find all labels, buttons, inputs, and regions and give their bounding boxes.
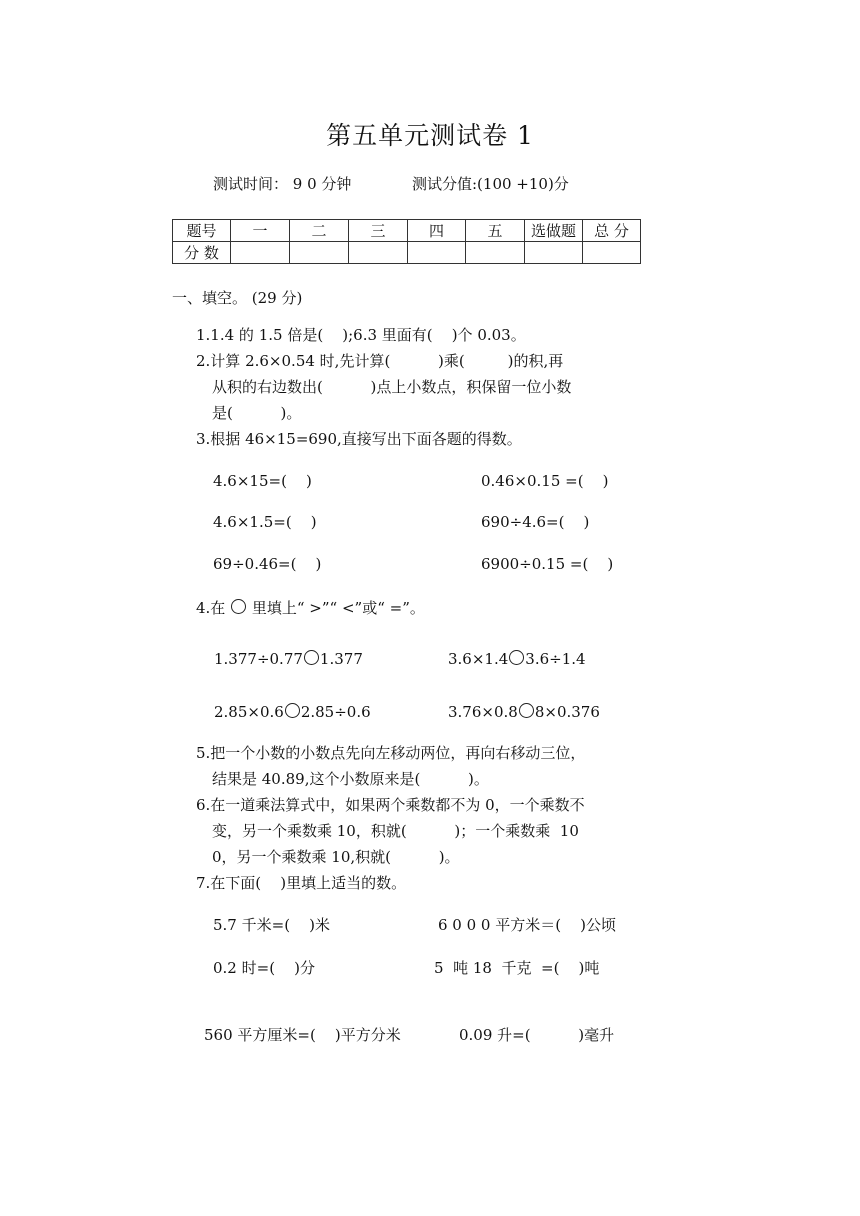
question-3-item: 0.46×0.15 =( ) <box>481 472 609 490</box>
question-5-line-2: 结果是 40.89,这个小数原来是( )。 <box>212 770 489 788</box>
question-7-item: 560 平方厘米=( )平方分米 <box>204 1026 401 1044</box>
question-6-line-3: 0，另一个乘数乘 10,积就( )。 <box>212 848 460 866</box>
question-4-stem-pre: 4.在 <box>196 599 231 617</box>
score-table-header-cell: 总 分 <box>583 220 641 242</box>
score-cell[interactable] <box>231 242 290 264</box>
score-table-header-cell: 选做题 <box>525 220 583 242</box>
question-2-line-1: 2.计算 2.6×0.54 时,先计算( )乘( )的积,再 <box>196 352 564 370</box>
question-7-stem: 7.在下面( )里填上适当的数。 <box>196 874 407 892</box>
test-score: 测试分值:(100 +10)分 <box>412 175 569 193</box>
comparison-circle-icon[interactable] <box>519 703 534 718</box>
question-4-item-right: 1.377 <box>319 650 363 668</box>
question-4-item-left: 3.76×0.8 <box>448 703 518 721</box>
section-heading: 一、填空。 (29 分) <box>172 289 303 307</box>
score-table-header-cell: 题号 <box>173 220 231 242</box>
score-table-score-row <box>173 242 641 264</box>
question-3-item: 4.6×15=( ) <box>213 472 312 490</box>
score-table-header-cell: 一 <box>231 220 290 242</box>
score-table-header-row <box>173 220 641 242</box>
score-table-row-label: 分 数 <box>173 242 231 264</box>
question-6-line-1: 6.在一道乘法算式中，如果两个乘数都不为 0，一个乘数不 <box>196 796 585 814</box>
question-4-item-right: 2.85÷0.6 <box>300 703 371 721</box>
question-7-item: 6 0 0 0 平方米＝( )公顷 <box>438 916 617 934</box>
question-4-item <box>448 703 600 721</box>
score-table-header-cell: 二 <box>290 220 349 242</box>
score-cell[interactable] <box>290 242 349 264</box>
question-2-line-3: 是( )。 <box>212 404 302 422</box>
question-3-stem: 3.根据 46×15=690,直接写出下面各题的得数。 <box>196 430 522 448</box>
question-6-line-2: 变，另一个乘数乘 10，积就( )；一个乘数乘 10 <box>212 822 579 840</box>
question-4-item <box>214 703 371 721</box>
question-4-stem-post: 里填上“ >”“ <”或“ =”。 <box>247 599 425 617</box>
question-3-item: 690÷4.6=( ) <box>481 513 590 531</box>
question-4-stem <box>196 595 425 621</box>
question-4-item-left: 2.85×0.6 <box>214 703 284 721</box>
comparison-circle-icon[interactable] <box>285 703 300 718</box>
score-cell[interactable] <box>583 242 641 264</box>
question-4-item-right: 3.6÷1.4 <box>525 650 586 668</box>
score-table-header-cell: 四 <box>408 220 466 242</box>
question-4-item-right: 8×0.376 <box>534 703 600 721</box>
question-4-item-left: 3.6×1.4 <box>448 650 509 668</box>
score-table-header-cell: 三 <box>349 220 408 242</box>
question-4-item-left: 1.377÷0.77 <box>214 650 303 668</box>
comparison-circle-icon[interactable] <box>304 650 319 665</box>
question-7-item: 0.09 升=( )毫升 <box>459 1026 615 1044</box>
question-3-item: 6900÷0.15 =( ) <box>481 555 614 573</box>
score-cell[interactable] <box>466 242 525 264</box>
page-title: 第五单元测试卷 1 <box>326 121 534 150</box>
score-cell[interactable] <box>525 242 583 264</box>
question-5-line-1: 5.把一个小数的小数点先向左移动两位，再向右移动三位， <box>196 744 586 762</box>
test-time: 测试时间： 9 0 分钟 <box>213 175 352 193</box>
question-1: 1.1.4 的 1.5 倍是( );6.3 里面有( )个 0.03。 <box>196 326 526 344</box>
question-4-item <box>214 650 363 668</box>
question-7-item: 5.7 千米=( )米 <box>213 916 330 934</box>
comparison-circle-icon[interactable] <box>509 650 524 665</box>
score-table <box>172 219 641 264</box>
question-3-item: 4.6×1.5=( ) <box>213 513 317 531</box>
question-7-item: 5 吨 18 千克 =( )吨 <box>434 959 600 977</box>
question-3-item: 69÷0.46=( ) <box>213 555 322 573</box>
comparison-circle-icon <box>231 599 246 614</box>
score-cell[interactable] <box>349 242 408 264</box>
score-cell[interactable] <box>408 242 466 264</box>
question-4-item <box>448 650 586 668</box>
question-2-line-2: 从积的右边数出( )点上小数点，积保留一位小数 <box>212 378 572 396</box>
question-7-item: 0.2 时=( )分 <box>213 959 315 977</box>
score-table-header-cell: 五 <box>466 220 525 242</box>
